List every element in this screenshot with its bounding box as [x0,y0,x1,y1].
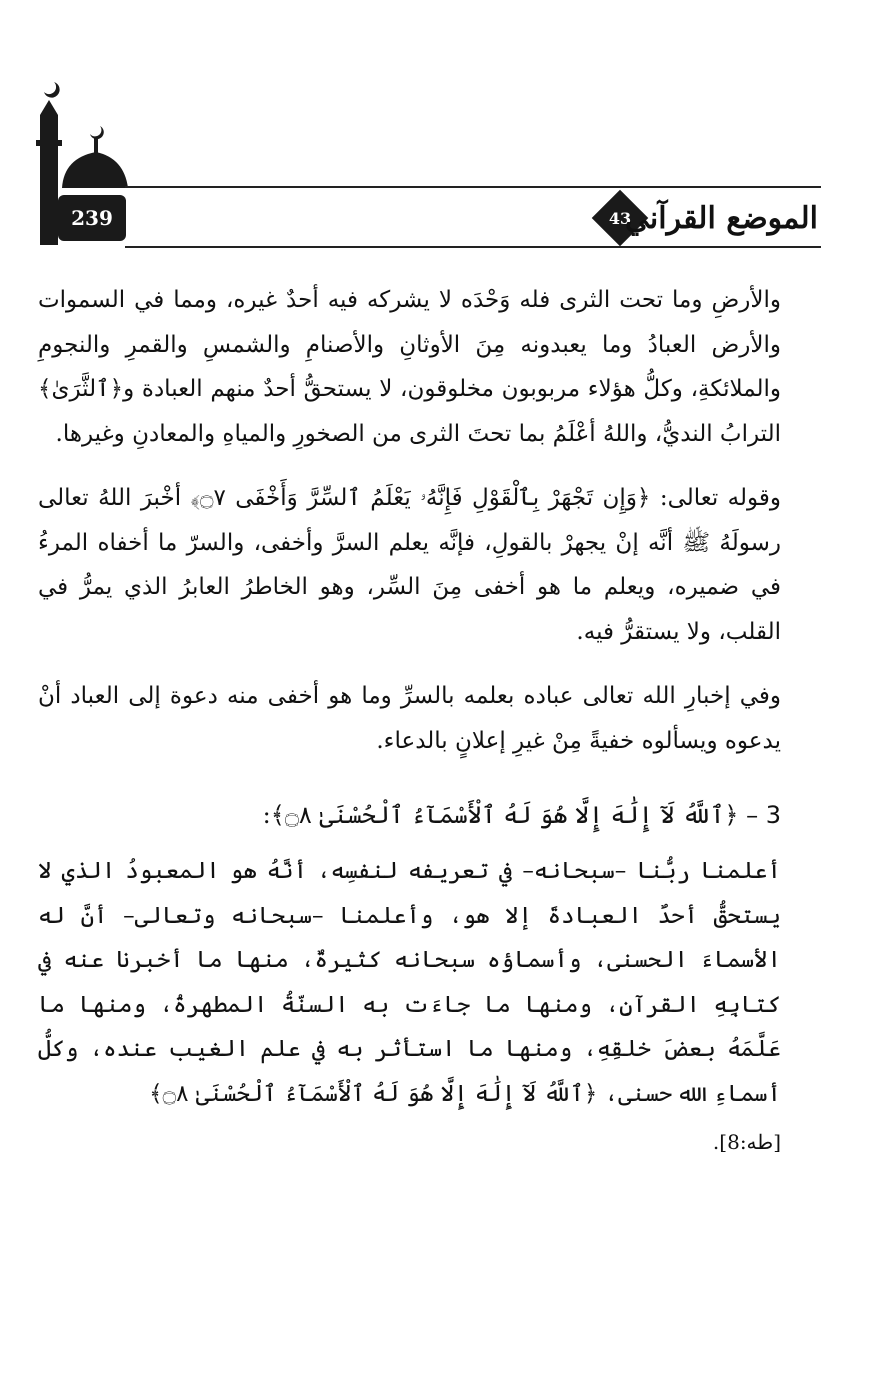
paragraph-4: أعلمنا ربُّنا –سبحانه– في تعريفه لنفسِه، أنَّهُ هو المعبودُ الذي لا يستحقُّ أحدٌ العبادةَ إلا هو، وأعلمنا –سبحانه وتعالى– أنَّ له الأسماءَ الحسنى، وأسماؤه سبحانه كثيرةٌ، منها ما أخبرنا عنه في كتابِهِ القرآنِ، ومنها ما جاءَت به السنّةُ المطهرةُ، ومنها ما عَلَّمَهُ بعضَ خلقِهِ، ومنها ما استأثر به في علم الغيب عنده، وكلُّ أسماءِ الله حسنى، ﴿ٱللَّهُ لَآ إِلَٰهَ إِلَّا هُوَ لَهُ ٱلْأَسْمَآءُ ٱلْحُسْنَىٰ ۝٨﴾ [38,858,781,1107]
chapter-number: 43 [608,208,632,228]
paragraph-1: والأرضِ وما تحت الثرى فله وَحْدَه لا يشركه فيه أحدٌ غيره، ومما في السموات والأرض العبادُ وما يعبدونه مِنَ الأوثانِ والأصنامِ والشمسِ والقمرِ والنجومِ والملائكةِ، وكلُّ هؤلاء مربوبون مخلوقون، لا يستحقُّ أحدٌ منهم العبادة و﴿ٱلثَّرَىٰ﴾ الترابُ النديُّ، واللهُ أعْلَمُ بما تحتَ الثرى من الصخورِ والمياهِ والمعادنِ وغيرها. [38,287,781,447]
quran-reference: [طه:8]. [712,1130,781,1154]
page-body [38,278,781,1162]
section-heading-text: – ﴿ٱللَّهُ لَآ إِلَٰهَ إِلَّا هُوَ لَهُ ٱلْأَسْمَآءُ ٱلْحُسْنَىٰ ۝٨﴾: [262,801,759,829]
page-header [0,0,881,255]
header-rule-top [125,186,821,188]
paragraph-2: وقوله تعالى: ﴿وَإِن تَجْهَرْ بِٱلْقَوْلِ فَإِنَّهُۥ يَعْلَمُ ٱلسِّرَّ وَأَخْفَى ۝٧﴾ أخْبرَ اللهُ تعالى رسولَهُ ﷺ أنَّه إنْ يجهرْ بالقولِ، فإنَّه يعلم السرَّ وأخفى، والسرّ ما أخفاه المرءُ في ضميره، ويعلم ما هو أخفى مِنَ السِّر، وهو الخاطرُ العابرُ الذي يمرُّ في القلب، ولا يستقرُّ فيه. [38,485,781,645]
paragraph-3: وفي إخبارِ الله تعالى عباده بعلمه بالسرِّ وما هو أخفى منه دعوة إلى العباد أنْ يدعوه ويسألوه خفيةً مِنْ غيرِ إعلانٍ بالدعاء. [38,683,781,754]
section-heading [38,791,781,839]
book-title: الموضع القرآني [624,201,818,236]
section-number: 3 [765,801,781,829]
header-rule-bottom [125,246,821,248]
page-number: 239 [58,195,126,241]
